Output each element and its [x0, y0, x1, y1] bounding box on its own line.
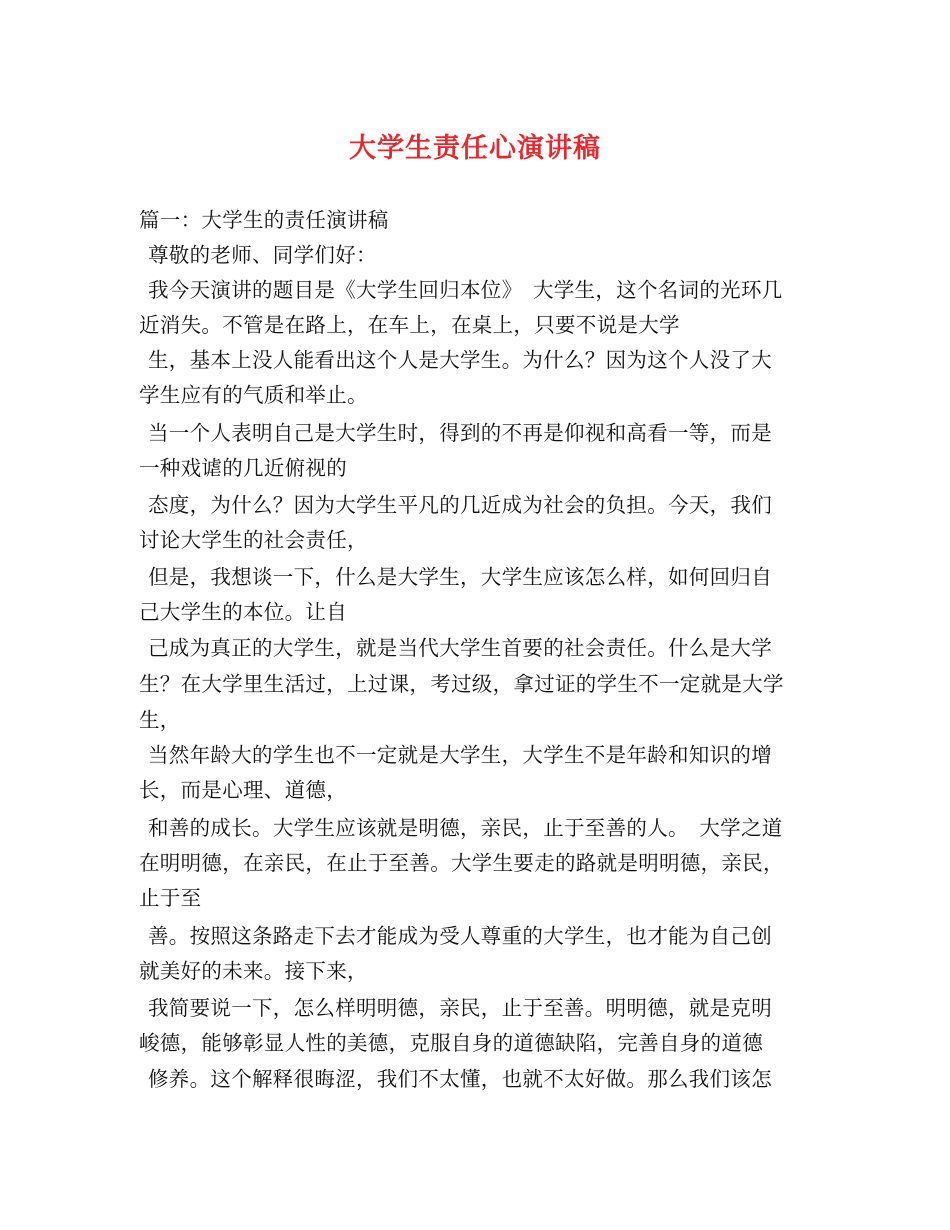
text-line: 讨论大学生的社会责任，: [139, 528, 368, 552]
text-line: 就美好的未来。接下来，: [139, 959, 368, 983]
text-line: 己大学生的本位。让自: [139, 600, 347, 624]
text-line: 止于至: [139, 886, 202, 910]
text-line: 和善的成长。大学生应该就是明德，亲民，止于至善的人。 大学之道: [148, 816, 783, 840]
text-line: 尊敬的老师、同学们好：: [148, 243, 377, 267]
text-line: 善。按照这条路走下去才能成为受人尊重的大学生，也才能为自己创: [148, 924, 772, 948]
text-line: 但是，我想谈一下，什么是大学生，大学生应该怎么样，如何回归自: [148, 565, 772, 589]
text-line: 态度，为什么？因为大学生平凡的几近成为社会的负担。今天，我们: [148, 493, 772, 517]
text-line: 篇一：大学生的责任演讲稿: [139, 208, 389, 232]
text-line: 近消失。不管是在路上，在车上，在桌上，只要不说是大学: [139, 313, 680, 337]
text-line: 生，: [139, 708, 181, 732]
text-line: 一种戏谑的几近俯视的: [139, 456, 347, 480]
text-line: 我简要说一下，怎么样明明德，亲民，止于至善。明明德，就是克明: [148, 996, 772, 1020]
text-line: 生，基本上没人能看出这个人是大学生。为什么？因为这个人没了大: [148, 348, 772, 372]
text-line: 峻德，能够彰显人性的美德，克服自身的道德缺陷，完善自身的道德: [139, 1031, 763, 1055]
text-line: 己成为真正的大学生，就是当代大学生首要的社会责任。什么是大学: [148, 636, 772, 660]
text-line: 学生应有的气质和举止。: [139, 383, 368, 407]
text-line: 修养。这个解释很晦涩，我们不太懂，也就不太好做。那么我们该怎: [148, 1067, 772, 1091]
text-line: 当一个人表明自己是大学生时，得到的不再是仰视和高看一等，而是: [148, 421, 772, 445]
text-line: 当然年龄大的学生也不一定就是大学生，大学生不是年龄和知识的增: [148, 743, 772, 767]
document-title: 大学生责任心演讲稿: [349, 133, 601, 164]
text-line: 在明明德，在亲民，在止于至善。大学生要走的路就是明明德，亲民，: [139, 851, 784, 875]
text-line: 长，而是心理、道德，: [139, 778, 347, 802]
text-line: 生？在大学里生活过，上过课，考过级，拿过证的学生不一定就是大学: [139, 672, 784, 696]
text-line: 我今天演讲的题目是《大学生回归本位》 大学生，这个名词的光环几: [148, 278, 783, 302]
